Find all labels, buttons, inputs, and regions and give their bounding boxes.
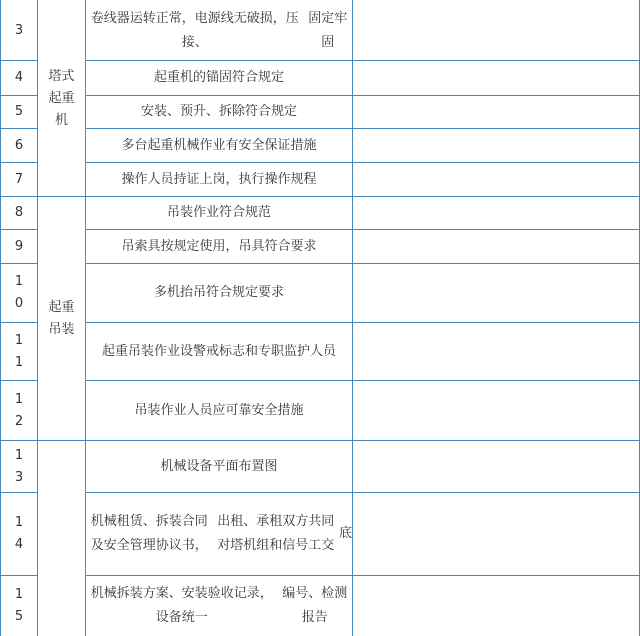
row-number: 6 bbox=[14, 137, 24, 153]
remarks-cell bbox=[353, 197, 639, 229]
remarks-cell bbox=[353, 230, 639, 263]
remarks-cell bbox=[353, 441, 639, 492]
check-item: 机械租赁、拆装合同及安全管理协议书， 出租、承租双方共同对塔机组和信号工交 底 bbox=[90, 514, 352, 553]
row-number: 1 4 bbox=[14, 515, 24, 552]
check-item: 多台起重机械作业有安全保证措施 bbox=[121, 137, 317, 153]
group-label bbox=[38, 441, 85, 636]
remarks-cell bbox=[353, 493, 639, 575]
row-number: 3 bbox=[14, 22, 24, 38]
remarks-cell bbox=[353, 576, 639, 636]
check-item: 卷线器运转正常，电源线无破损，压接、 固定牢固 bbox=[90, 10, 348, 50]
row-number: 4 bbox=[14, 70, 24, 85]
remarks-cell bbox=[353, 264, 639, 322]
check-item: 起重吊装作业设警戒标志和专职监护人员 bbox=[101, 343, 336, 359]
check-item: 机械拆装方案、安装验收记录，设备统一 编号、检测报告 bbox=[90, 586, 348, 625]
row-number: 8 bbox=[14, 205, 24, 220]
row-number: 1 5 bbox=[14, 587, 24, 624]
row-number: 1 2 bbox=[14, 391, 24, 429]
remarks-cell bbox=[353, 163, 639, 196]
remarks-cell bbox=[353, 129, 639, 162]
check-item: 吊装作业人员应可靠安全措施 bbox=[134, 402, 304, 418]
check-item: 起重机的锚固符合规定 bbox=[153, 70, 284, 85]
row-number: 1 3 bbox=[14, 447, 24, 485]
check-item: 安装、预升、拆除符合规定 bbox=[140, 104, 297, 119]
remarks-cell bbox=[353, 61, 639, 95]
row-number: 1 0 bbox=[14, 274, 24, 311]
remarks-cell bbox=[353, 381, 639, 440]
check-item: 吊索具按规定使用，吊具符合要求 bbox=[121, 238, 317, 254]
group-label: 塔式 起重 机 bbox=[48, 68, 75, 128]
row-number: 7 bbox=[14, 171, 24, 187]
group-label: 起重 吊装 bbox=[48, 299, 75, 337]
check-item: 多机抬吊符合规定要求 bbox=[153, 285, 284, 300]
row-number: 5 bbox=[14, 104, 24, 119]
remarks-cell bbox=[353, 1, 639, 60]
check-item: 吊装作业符合规范 bbox=[166, 205, 271, 220]
row-number: 1 1 bbox=[14, 332, 24, 370]
remarks-cell bbox=[353, 323, 639, 380]
remarks-cell bbox=[353, 96, 639, 128]
check-item: 机械设备平面布置图 bbox=[160, 458, 278, 474]
row-number: 9 bbox=[14, 238, 24, 254]
check-item: 操作人员持证上岗，执行操作规程 bbox=[121, 171, 317, 187]
